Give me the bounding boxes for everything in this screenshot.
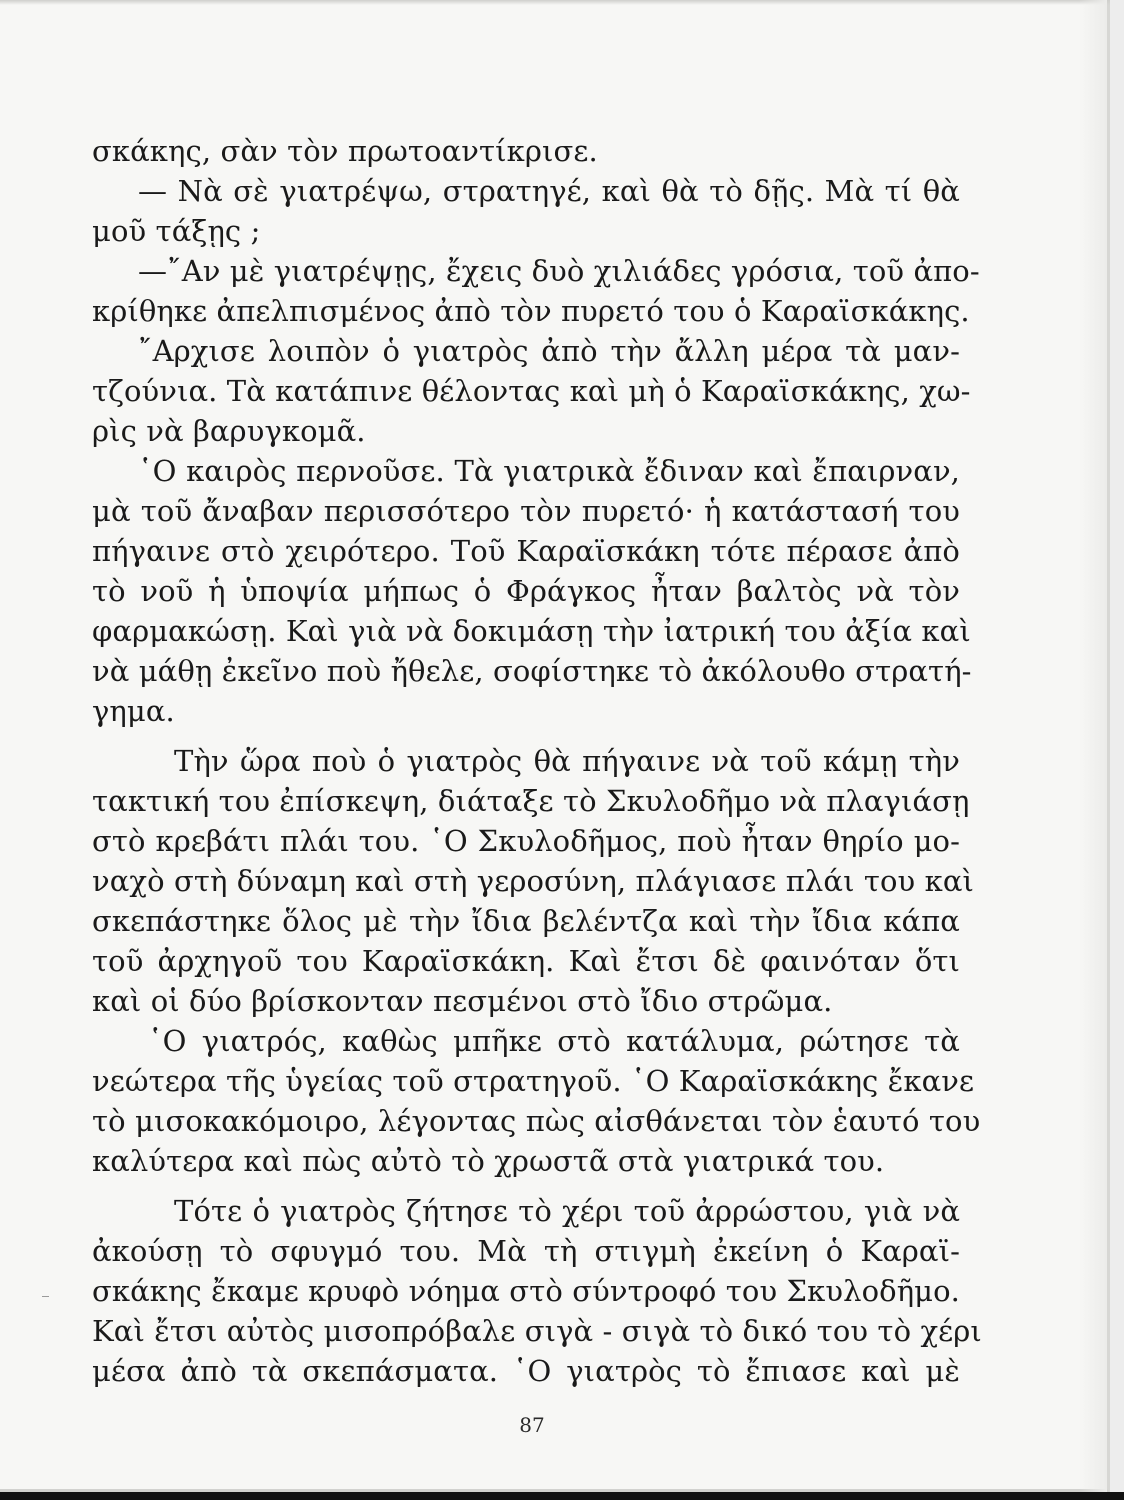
text-line-5: κρίθηκε ἀπελπισμένος ἀπὸ τὸν πυρετό του ὁ Καραϊσκάκης. — [92, 294, 970, 328]
text-line-27: Τότε ὁ γιατρὸς ζήτησε τὸ χέρι τοῦ ἀρρώστου, γιὰ νὰ — [174, 1194, 960, 1228]
text-line-23: ῾Ο γιατρός, καθὼς μπῆκε στὸ κατάλυμα, ρώτησε τὰ — [148, 1024, 960, 1058]
text-line-2: — Νὰ σὲ γιατρέψω, στρατηγέ, καὶ θὰ τὸ δῇς. Μὰ τί θὰ — [138, 174, 960, 208]
text-line-17: τακτική του ἐπίσκεψη, διάταξε τὸ Σκυλοδῆμο νὰ πλαγιάσῃ — [92, 784, 970, 818]
text-line-10: μὰ τοῦ ἄναβαν περισσότερο τὸν πυρετό· ἡ κατάστασή του — [92, 494, 960, 528]
text-line-28: ἀκούσῃ τὸ σφυγμό του. Μὰ τὴ στιγμὴ ἐκείνη ὁ Καραϊ- — [92, 1234, 960, 1268]
text-line-24: νεώτερα τῆς ὑγείας τοῦ στρατηγοῦ. ῾Ο Καραϊσκάκης ἔκανε — [92, 1064, 975, 1098]
text-line-16: Τὴν ὥρα ποὺ ὁ γιατρὸς θὰ πήγαινε νὰ τοῦ κάμῃ τὴν — [174, 744, 960, 778]
text-line-9: ῾Ο καιρὸς περνοῦσε. Τὰ γιατρικὰ ἔδιναν καὶ ἔπαιρναν, — [138, 454, 960, 488]
scan-right-shadow — [1079, 0, 1107, 1492]
text-line-30: Καὶ ἔτσι αὐτὸς μισοπρόβαλε σιγὰ - σιγὰ τὸ δικό του τὸ χέρι — [92, 1314, 982, 1348]
text-line-29: σκάκης ἔκαμε κρυφὸ νόημα στὸ σύντροφό του Σκυλοδῆμο. — [92, 1274, 960, 1308]
text-line-31: μέσα ἀπὸ τὰ σκεπάσματα. ῾Ο γιατρὸς τὸ ἔπιασε καὶ μὲ — [92, 1354, 960, 1388]
text-line-13: φαρμακώσῃ. Καὶ γιὰ νὰ δοκιμάσῃ τὴν ἰατρική του ἀξία καὶ — [92, 614, 971, 648]
text-line-1: σκάκης, σὰν τὸν πρωτοαντίκρισε. — [92, 134, 598, 168]
text-line-4: —῎Αν μὲ γιατρέψῃς, ἔχεις δυὸ χιλιάδες γρόσια, τοῦ ἀπο- — [138, 254, 980, 288]
text-line-11: πήγαινε στὸ χειρότερο. Τοῦ Καραϊσκάκη τότε πέρασε ἀπὸ — [92, 534, 960, 568]
text-line-7: τζούνια. Τὰ κατάπινε θέλοντας καὶ μὴ ὁ Καραϊσκάκης, χω- — [92, 374, 971, 408]
page-number: 87 — [519, 1413, 545, 1437]
text-line-12: τὸ νοῦ ἡ ὑποψία μήπως ὁ Φράγκος ἦταν βαλτὸς νὰ τὸν — [92, 574, 960, 608]
text-line-21: τοῦ ἀρχηγοῦ του Καραϊσκάκη. Καὶ ἔτσι δὲ φαινόταν ὅτι — [92, 944, 960, 978]
text-line-14: νὰ μάθῃ ἐκεῖνο ποὺ ἤθελε, σοφίστηκε τὸ ἀκόλουθο στρατή- — [92, 654, 972, 688]
scan-top-shadow — [0, 0, 1110, 5]
margin-mark — [42, 1296, 49, 1297]
text-line-25: τὸ μισοκακόμοιρο, λέγοντας πὼς αἰσθάνεται τὸν ἑαυτό του — [92, 1104, 981, 1138]
text-line-19: ναχὸ στὴ δύναμη καὶ στὴ γεροσύνη, πλάγιασε πλάι του καὶ — [92, 864, 974, 898]
text-line-15: γημα. — [92, 694, 175, 728]
text-line-18: στὸ κρεβάτι πλάι του. ῾Ο Σκυλοδῆμος, ποὺ ἦταν θηρίο μο- — [92, 824, 960, 858]
text-line-3: μοῦ τάξῃς ; — [92, 214, 261, 248]
text-line-26: καλύτερα καὶ πὼς αὐτὸ τὸ χρωστᾶ στὰ γιατρικά του. — [92, 1144, 885, 1178]
text-line-6: ῎Αρχισε λοιπὸν ὁ γιατρὸς ἀπὸ τὴν ἄλλη μέρα τὰ μαν- — [138, 334, 960, 368]
text-line-8: ρὶς νὰ βαρυγκομᾶ. — [92, 414, 366, 448]
text-line-22: καὶ οἱ δύο βρίσκονταν πεσμένοι στὸ ἴδιο στρῶμα. — [92, 984, 833, 1018]
scan-bottom-border — [0, 1492, 1124, 1500]
text-line-20: σκεπάστηκε ὅλος μὲ τὴν ἴδια βελέντζα καὶ τὴν ἴδια κάπα — [92, 904, 960, 938]
